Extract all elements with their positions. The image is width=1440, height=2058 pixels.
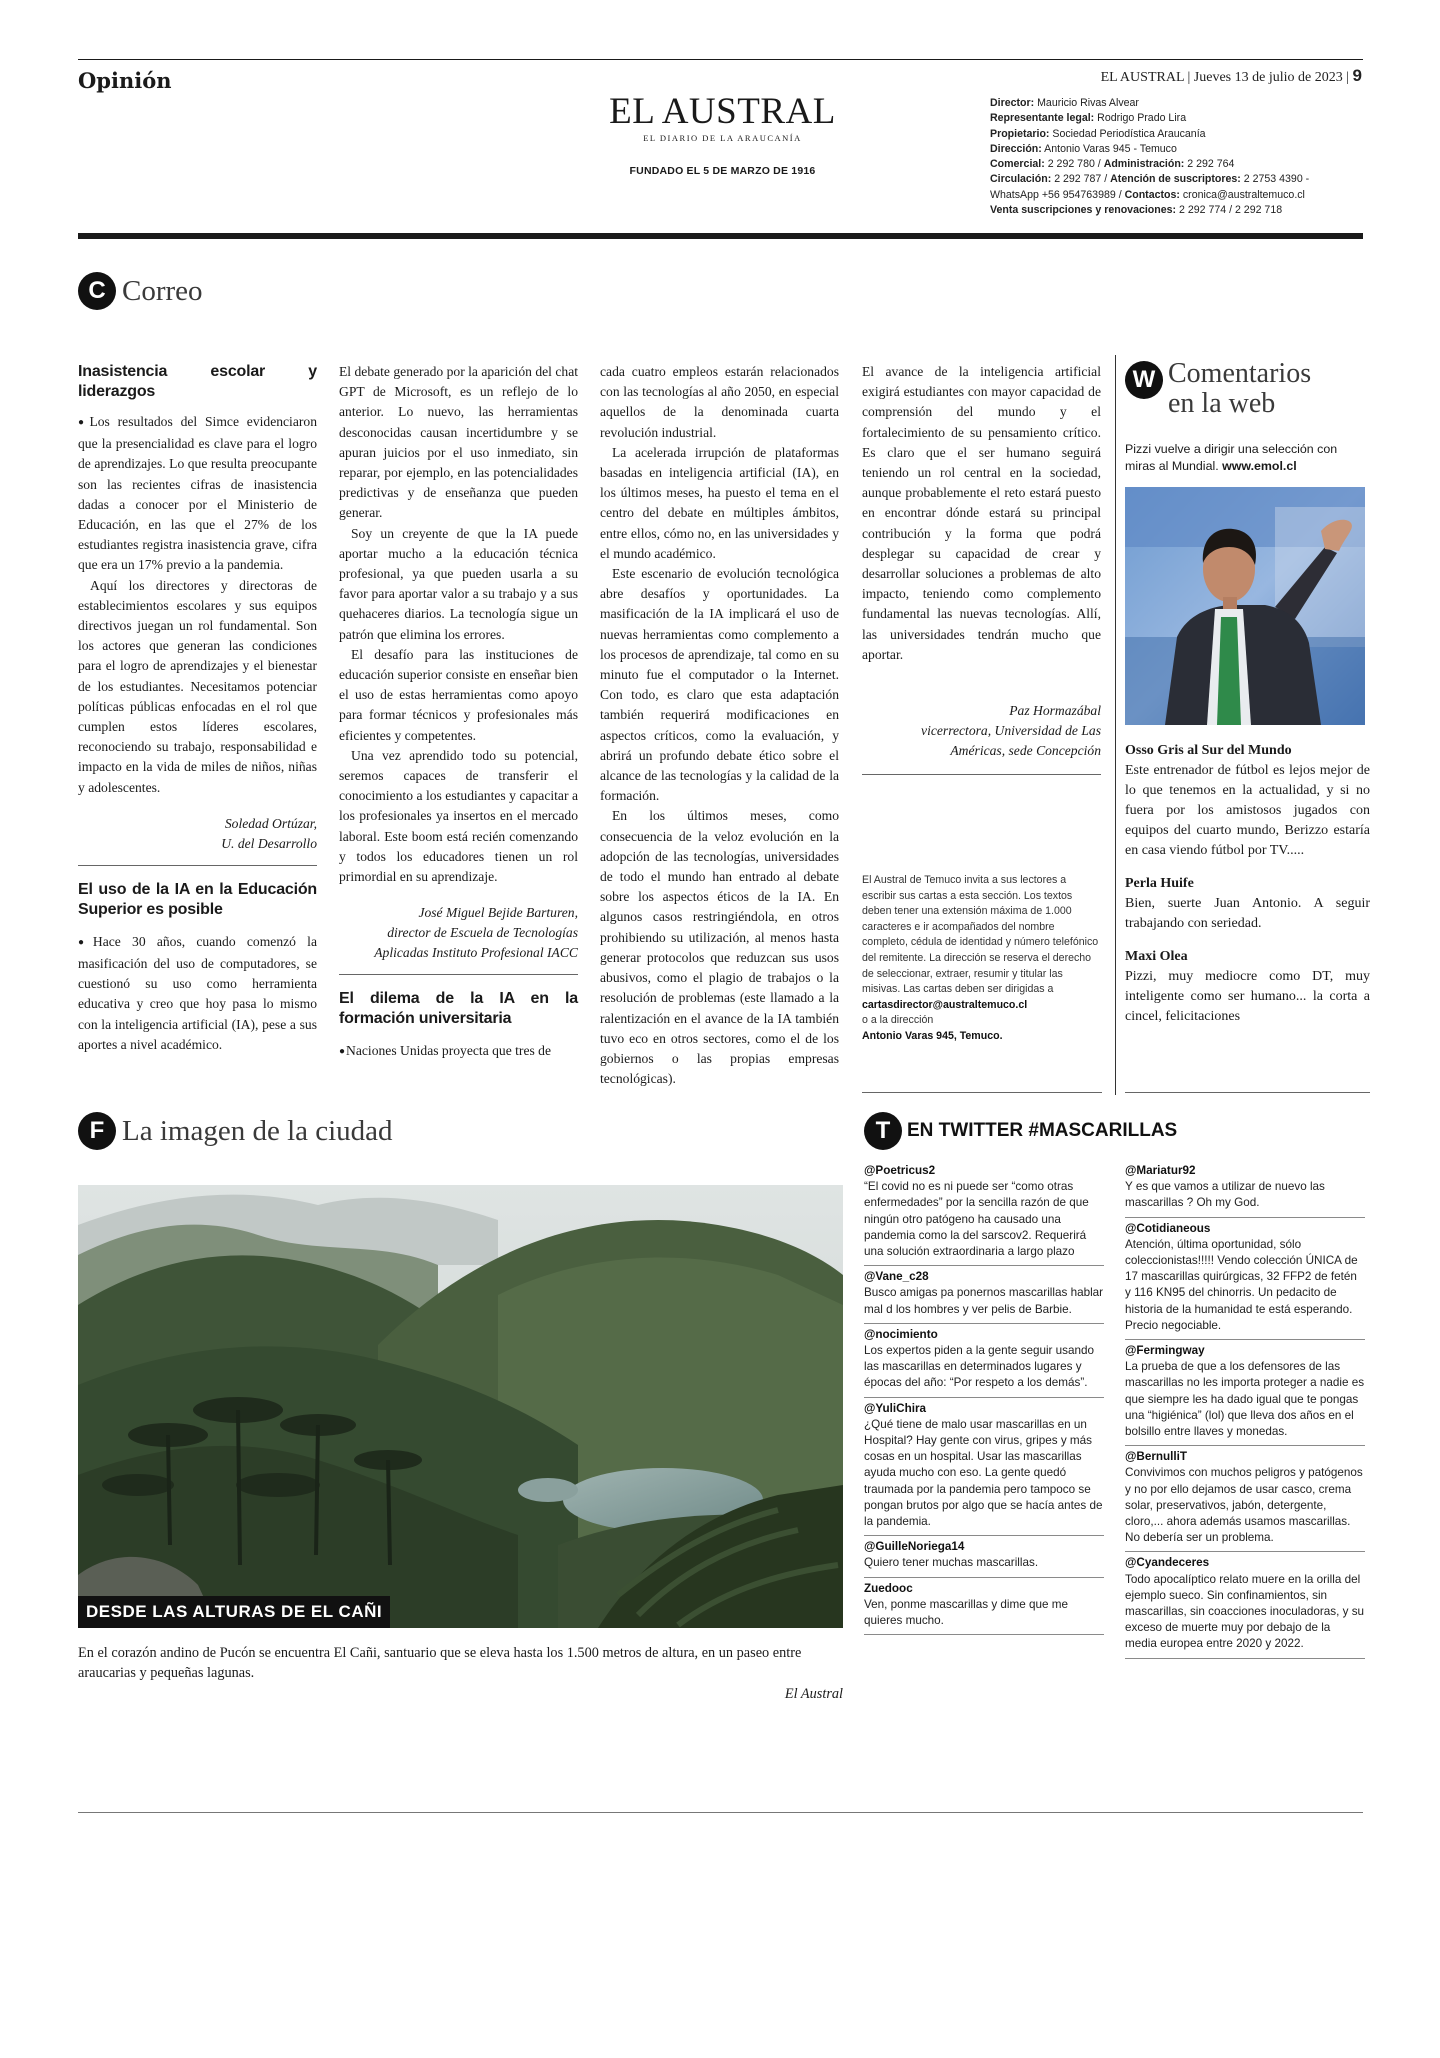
tweet [864,1398,1104,1537]
letters-column-2 [339,362,578,1063]
staff-label: Representante legal: [990,112,1095,125]
tweet-handle[interactable]: @Poetricus2 [864,1164,936,1177]
staff-value: WhatsApp +56 954763989 / [990,188,1125,201]
letter1-signature [78,814,317,854]
comment1-text: Este entrenador de fútbol es lejos mejor de lo que tenemos en la actualidad, y si no fuera por los amistosos jugados con equipos del cuarto mundo, Berizzo estaría en casa viendo fútbol por TV..... [1125,763,1370,858]
comentarios-box [1125,359,1370,1027]
letter2-signature [339,903,578,963]
staff-value: 2 292 780 / [1047,158,1104,171]
letter3-p1: Naciones Unidas proyecta que tres de [346,1043,552,1059]
letter1-sig-name: Soledad Ortúzar, [224,815,317,831]
photo-credit: El Austral [784,1686,843,1702]
comentarios-caption [1125,441,1370,475]
header-thick-rule [78,233,1363,239]
staff-line [990,111,1370,126]
note-text: El Austral de Temuco invita a sus lectores a escribir sus cartas a esta sección. Los textos deben tener una extensión máxima de 1.000 caracteres e ir acompañados del nombre completo, cédula de identidad y número telefónico del remitente. La dirección se reserva el derecho de seleccionar, extraer, resumir y titular las misivas. Las cartas deben ser dirigidas a [862,874,1099,996]
tweet [864,1266,1104,1324]
staff-value: 2 292 787 / [1054,173,1111,186]
masthead [590,93,855,177]
tweet-text: ¿Qué tiene de malo usar mascarillas en un Hospital? Hay gente con virus, gripes y más cosas en un hospital. Usar las mascarillas ayuda mucho con eso. La gente quedó traumada por la pandemia pero tampoco se pongan brutos por algo que se hacía antes de la pandemia. [864,1417,1103,1529]
staff-label: Dirección: [990,142,1042,155]
tweet-text: Quiero tener muchas mascarillas. [864,1556,1039,1570]
tweet [864,1324,1104,1398]
tweet-handle[interactable]: Zuedooc [864,1581,913,1595]
letter1-sig-affil: U. del Desarrollo [221,835,317,851]
staff-label: Contactos: [1124,188,1180,201]
twitter-title: EN TWITTER #MASCARILLAS [907,1120,1178,1141]
tweet [864,1160,1104,1266]
staff-value: Rodrigo Prado Lira [1097,112,1187,125]
photo-text: En el corazón andino de Pucón se encuentra El Cañi, santuario que se eleva hasta los 1.500 metros de altura, en un paseo entre araucarias y pequeñas lagunas. [78,1645,802,1681]
staff-line [990,96,1370,111]
comentarios-badge: W [1125,361,1163,399]
col4-bottom-rule [862,1092,1102,1093]
letter3-p5: En los últimos meses, como consecuencia de la veloz evolución en la adopción de las tecnologías, universidades de todo el mundo han entrado al debate sobre los aspectos éticos de la IA. En algunos casos restringiéndola, en otros prohibiendo su utilización, al menos hasta generar protocolos que reduzcan sus usos abusivos, como el plagio de trabajos o la resolución de problemas (este llamado a la ralentización en el avance de la IA también tuvo eco en otros sectores, como el de los gobiernos o las propias empresas tecnológicas). [600,808,839,1087]
comment2-name: Perla Huife [1125,876,1194,891]
note-address: Antonio Varas 945, Temuco. [862,1029,1003,1042]
tweet-handle[interactable]: @Mariatur92 [1125,1164,1196,1177]
bullet-icon [78,414,89,429]
tweet [864,1578,1104,1636]
caption-text: Pizzi vuelve a dirigir una selección con miras al Mundial. [1125,442,1338,473]
letter2-p4: El desafío para las instituciones de educación superior consiste en enseñar bien el uso de estas herramientas como apoyo para formar técnicos y profesionales más eficientes y competentes. [339,646,578,743]
staff-line [990,172,1370,187]
staff-label: Propietario: [990,127,1050,140]
tweet-text: Ven, ponme mascarillas y dime que me quieres mucho. [864,1597,1068,1628]
staff-value: Antonio Varas 945 - Temuco [1044,142,1177,155]
letter3-sig-affil1: vicerrectora, Universidad de Las [921,723,1101,739]
tweet-handle[interactable]: @GuilleNoriega14 [864,1540,965,1554]
staff-value: Mauricio Rivas Alvear [1037,97,1139,109]
tweets-left [864,1160,1104,1635]
folio-paper: EL AUSTRAL [1100,70,1184,85]
staff-line [990,188,1370,203]
section-label: Opinión [78,68,172,93]
letter2-p1: Hace 30 años, cuando comenzó la masificación del uso de computadores, se cuestionó su uso como herramienta educativa y creo que hoy pasa lo mismo con la inteligencia artificial (IA), pese a sus aportes a nivel académico. [78,933,317,1052]
note-or: o a la dirección [862,1014,934,1027]
tweet-text: “El covid no es ni puede ser “como otras enfermedades” por la sencilla razón de que ningún otro patógeno ha causado una pandemia como la del sarscov2. Requerirá una solución extraordinaria a largo plazo [864,1180,1089,1259]
staff-label: Administración: [1103,158,1185,171]
staff-line [990,157,1370,172]
tweet [1125,1160,1365,1218]
folio-date: Jueves 13 de julio de 2023 [1193,70,1343,85]
letter3-p6: El avance de la inteligencia artificial exigirá estudiantes con mayor capacidad de comprensión del mundo y el fortalecimiento de su pensamiento crítico. Es claro que el ser humano seguirá teniendo un rol central en la sociedad, aunque probablemente el reto estará puesto en encontrar dónde estará su principal contribución y la forma que podrá desplegar su capacidad de crear y desarrollar soluciones a problemas de alto impacto, teniendo como complemento fundamental las nuevas tecnologías. Allí, las universidades tendrán mucho que aportar. [862,364,1101,662]
tweet-text: Atención, última oportunidad, sólo coleccionistas!!!!! Vendo colección ÚNICA de 17 mascarillas quirúrgicas, 32 FFP2 de fetén y 116 KN95 del chinorris. Un pedacito de historia de la humanidad te está esperando. Precio negociable. [1125,1237,1358,1332]
letter2-p2: El debate generado por la aparición del chat GPT de Microsoft, es un reflejo de lo anterior. Lo nuevo, las herramientas desconocidas causan incertidumbre y se apuran juicios por el uso inmediato, sin reparar, por ejemplo, en las potencialidades predictivas y de enseñanza que pueden generar. [339,364,578,521]
tweet-handle[interactable]: @Fermingway [1125,1344,1205,1358]
correo-title: Correo [122,274,203,307]
coach-photo-image [1125,487,1365,725]
letter2-sig-name: José Miguel Bejide Barturen, [418,905,578,921]
imagen-badge: F [78,1112,116,1150]
tweet [1125,1340,1365,1446]
tweet-text: Todo apocalíptico relato muere en la orilla del ejemplo sueco. Sin confinamientos, sin mascarillas, sin coacciones inoculadoras, y su exceso de muerte muy por debajo de la media europea entre 2020 y 2022. [1125,1572,1365,1651]
tweet-handle[interactable]: @Cyandeceres [1125,1556,1210,1570]
tweet-text: Busco amigas pa ponernos mascarillas hablar mal d los hombres y ver pelis de Barbie. [864,1286,1104,1316]
correo-head [78,272,203,310]
letter3-sig-affil2: Américas, sede Concepción [950,743,1101,759]
tweets-right [1125,1160,1365,1659]
letter3-title: El dilema de la IA en la formación universitaria [339,990,578,1028]
coach-photo [1125,487,1365,725]
imagen-head [78,1112,393,1150]
tweet-handle[interactable]: @Cotidianeous [1125,1221,1211,1235]
letter3-p4: Este escenario de evolución tecnológica abre desafíos y oportunidades. La masificación de la IA implicará el uso de nuevas herramientas como complemento a los procesos de aprendizaje, tal como en su minuto fue el computador o la Internet. Con todo, es claro que esta adaptación también requerirá modificaciones en aspectos críticos, como la evaluación, y abrirá un profundo debate ético sobre el alcance de las tecnologías y la calidad de la formación. [600,566,839,804]
staff-line [990,127,1370,142]
masthead-name: EL AUSTRAL [609,91,836,132]
twitter-badge: T [864,1112,902,1150]
photo-title: DESDE LAS ALTURAS DE EL CAÑI [78,1596,390,1628]
tweet-handle[interactable]: @Vane_c28 [864,1270,929,1284]
tweet [1125,1552,1365,1658]
staff-value: 2 292 774 / 2 292 718 [1179,204,1283,217]
tweet-handle[interactable]: @nocimiento [864,1327,938,1341]
letter2-p5: Una vez aprendido todo su potencial, seremos capaces de transferir el conocimiento a los estudiantes y capacitar a los profesionales ya insertos en el mercado laboral. Este boom está recién comenzando y todos los educadores tienen un rol primordial en su aprendizaje. [339,747,578,885]
staff-box [990,96,1370,218]
folio: EL AUSTRAL | Jueves 13 de julio de 2023 | 9 [1100,66,1362,85]
tweet-handle[interactable]: @BernulliT [1125,1450,1188,1464]
staff-value: cronica@australtemuco.cl [1182,188,1305,201]
staff-label: Circulación: [990,173,1052,186]
top-rule [78,59,1363,60]
letter2-sig-affil2: Aplicadas Instituto Profesional IACC [374,945,578,961]
letters-note [862,873,1101,1045]
comentarios-title-1: Comentarios [1168,358,1312,389]
tweet [1125,1218,1365,1340]
bullet-icon [339,1043,346,1058]
letter2-title: El uso de la IA en la Educación Superior es posible [78,880,317,918]
staff-label: Atención de suscriptores: [1110,173,1241,186]
staff-label: Director: [990,97,1035,109]
correo-badge: C [78,272,116,310]
tweet [864,1536,1104,1577]
letters-column-4 [862,362,1101,1045]
comentarios-title-2: en la web [1168,388,1276,419]
note-email: cartasdirector@australtemuco.cl [862,998,1028,1011]
city-photo [78,1185,843,1628]
letter3-signature [862,701,1101,761]
letter1-p2: Aquí los directores y directoras de establecimientos escolares y sus equipos directivos juegan un rol fundamental. Son los actores que generan las condiciones para el logro de aprendizajes y el bienestar de los estudiantes. Necesitamos potenciar políticas públicas enfocadas en el rol que cumplen estos líderes escolares, reconociendo su trabajo, responsabilidad e impacto en la vida de miles de niños, niñas y adolescentes. [78,577,317,795]
caption-site[interactable]: www.emol.cl [1222,459,1297,473]
tweet-text: La prueba de que a los defensores de las mascarillas no les importa proteger a nadie es que siempre les ha dado igual que te pongas una “higiénica” (lol) que lleva dos años en el bolsillo entre llaves y monedas. [1125,1360,1365,1439]
letter2-sig-affil1: director de Escuela de Tecnologías [387,925,578,941]
tweet-text: Los expertos piden a la gente seguir usando las mascarillas en determinados lugares y épocas del año: “Por respeto a los demás”. [864,1344,1095,1390]
twitter-head [864,1112,1177,1150]
staff-value: Sociedad Periodística Araucanía [1052,127,1206,140]
bullet-icon [78,934,93,949]
comment3-name: Maxi Olea [1125,949,1188,964]
staff-line [990,142,1370,157]
comment1-name: Osso Gris al Sur del Mundo [1125,743,1292,758]
staff-label: Venta suscripciones y renovaciones: [990,204,1177,217]
founded-line: FUNDADO EL 5 DE MARZO DE 1916 [629,165,816,177]
city-photo-image [78,1185,843,1628]
staff-value: 2 2753 4390 - [1243,173,1310,186]
staff-value: 2 292 764 [1187,158,1235,171]
comentarios-divider [1115,355,1116,1095]
letter1-title: Inasistencia escolar y liderazgos [78,363,317,400]
masthead-sub: EL DIARIO DE LA ARAUCANÍA [643,133,802,143]
letter3-sig-name: Paz Hormazábal [1009,703,1101,719]
staff-line [990,203,1370,218]
comentarios-bottom-rule [1125,1092,1370,1093]
letters-column-3 [600,362,839,1089]
tweet-handle[interactable]: @YuliChira [864,1401,927,1415]
tweet [1125,1446,1365,1552]
letter3-p3: La acelerada irrupción de plataformas basadas en inteligencia artificial (IA), en los últimos meses, ha puesto el tema en el centro del debate en múltiples ámbitos, entre ellos, cómo no, en las universidades y el mundo académico. [600,444,839,561]
comment3-text: Pizzi, muy mediocre como DT, muy inteligente como ser humano... la corta a cincel, felicitaciones [1125,969,1370,1024]
staff-label: Comercial: [990,158,1045,171]
letters-column-1 [78,362,317,1055]
tweet-text: Convivimos con muchos peligros y patógenos y no por ello dejamos de usar casco, crema solar, preservativos, jabón, detergente, cloro,... ahora además usamos mascarillas. No debería ser un problema. [1125,1466,1363,1545]
comment2-text: Bien, suerte Juan Antonio. A seguir trabajando con seriedad. [1125,896,1370,931]
letter1-p1: Los resultados del Simce evidenciaron que la presencialidad es clave para el logro de aprendizajes. Lo que resulta preocupante son las recientes cifras de inasistencia dadas a conocer por el Ministerio de Educación, en las que el 27% de los estudiantes registra inasistencia grave, cifra que era un 17% previo a la pandemia. [78,414,317,573]
tweet-text: Y es que vamos a utilizar de nuevo las mascarillas ? Oh my God. [1125,1180,1325,1210]
imagen-title: La imagen de la ciudad [122,1114,393,1147]
letter3-p2: cada cuatro empleos estarán relacionados con las tecnologías al año 2050, en especial aquellos de la denominada cuarta revolución industrial. [600,364,839,440]
bottom-rule [78,1812,1363,1813]
folio-page: 9 [1352,66,1362,85]
letter2-p3: Soy un creyente de que la IA puede aportar mucho a la educación técnica profesional, ya que pueden usarla a su favor para aportar valor a su trabajo y a sus quehaceres diarios. La tecnología sigue un patrón que elimina los errores. [339,525,578,642]
